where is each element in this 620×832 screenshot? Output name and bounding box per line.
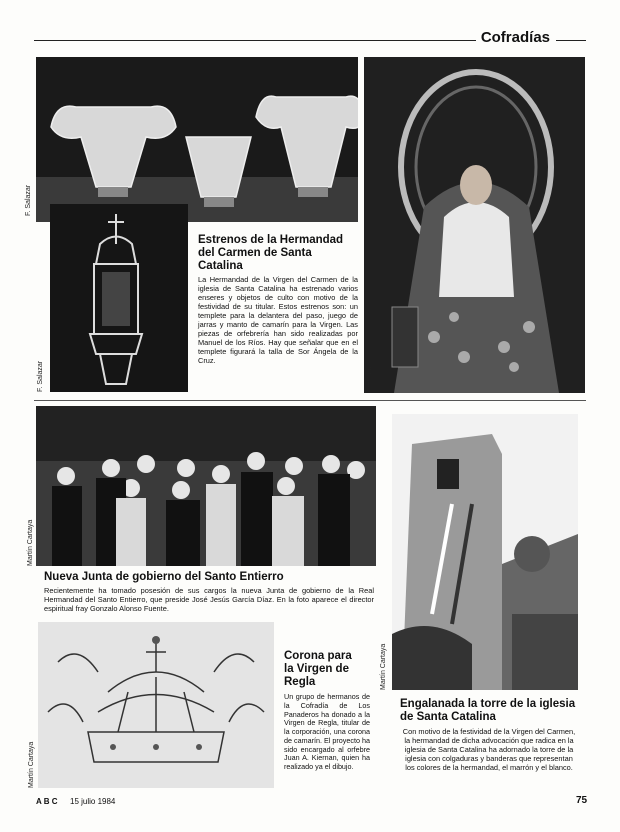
photo-credit: Serrano	[366, 365, 373, 390]
photo-junta-gobierno	[36, 406, 376, 566]
header-rule-right	[556, 40, 586, 41]
photo-templete	[50, 204, 188, 392]
photo-virgen-carmen	[364, 57, 585, 393]
section-divider	[34, 400, 586, 401]
photo-credit: F. Salazar	[37, 360, 44, 392]
article-body: La Hermandad de la Virgen del Carmen de la iglesia de Santa Catalina ha estrenado varios enseres y objetos de culto con motivo de la festividad de su titular. Estos estrenos son: un templete para la delantera del paso, juego de jarras y manto de camarín para la Virgen. Las piezas de orfebrería han sido realizadas por Manuel de los Ríos. Hay que señalar que en el templete figurará la talla de Sor Ángela de la Cruz.	[198, 275, 358, 366]
article-body: Con motivo de la festividad de la Virgen del Carmen, la hermandad de dicha advocación que radica en la iglesia de Santa Catalina ha adornado la torre de la iglesia con colgaduras y banderas que representan los colores de la hermandad, el marrón y el blanco.	[402, 727, 576, 773]
photo-credit: Martín Cartaya	[28, 741, 35, 788]
article-body: Recientemente ha tomado posesión de sus cargos la nueva Junta de gobierno de la Real Hermandad del Santo Entierro, que preside José Jesús García Díaz. En la foto aparece el director espiritual fray Gonzalo Alonso Fuente.	[44, 586, 374, 614]
article-headline: Nueva Junta de gobierno del Santo Entierro	[44, 571, 284, 583]
page-number: 75	[576, 795, 588, 806]
article-headline: Corona para la Virgen de Regla	[284, 650, 352, 688]
photo-credit: Martín Cartaya	[27, 519, 34, 566]
article-headline: Engalanada la torre de la iglesia de Santa Catalina	[400, 698, 576, 723]
photo-torre-santa-catalina	[392, 414, 578, 690]
footer-publication: A B C	[36, 797, 58, 806]
photo-credit: F. Salazar	[25, 184, 32, 216]
article-headline: Estrenos de la Hermandad del Carmen de Santa Catalina	[198, 234, 344, 272]
photo-credit: Martín Cartaya	[380, 643, 387, 690]
article-body: Un grupo de hermanos de la Cofradía de Los Panaderos ha donado a la Virgen de Regla, titular de la corporación, una corona de camarín. El proyecto ha sido encargado al orfebre Juan A. Kiernan, quien ha realizado ya el dibujo.	[284, 692, 370, 772]
section-title: Cofradías	[480, 29, 550, 46]
header-rule-left	[34, 40, 476, 41]
footer-date: 15 julio 1984	[70, 797, 116, 806]
photo-corona	[38, 622, 274, 788]
photo-jarras	[36, 57, 358, 222]
